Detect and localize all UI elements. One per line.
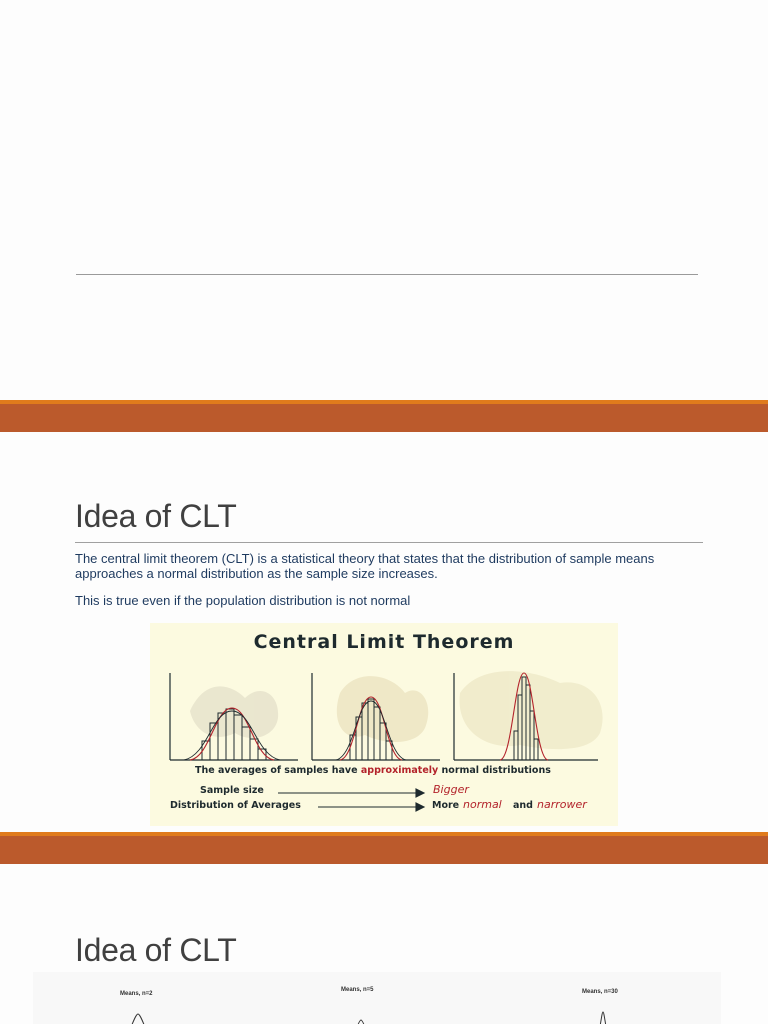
- clt-definition-paragraph: The central limit theorem (CLT) is a statistical theory that states that the distribution of sample means approaches a normal distribution as the sample size increases.: [75, 551, 655, 581]
- divider-line: [76, 274, 698, 275]
- figure-caption-approximately: approximately: [360, 765, 439, 776]
- slide-separator-band: [0, 832, 768, 864]
- clt-illustration: [150, 623, 618, 826]
- figure-caption: [195, 765, 551, 776]
- distribution-more: More: [432, 800, 460, 811]
- distribution-label: Distribution of Averages: [170, 800, 301, 811]
- slide-idea-of-clt-2: [0, 864, 768, 1024]
- clt-note-paragraph: This is true even if the population distribution is not normal: [75, 593, 411, 608]
- distribution-narrower: narrower: [537, 798, 587, 811]
- figure-caption-start: The averages of samples have: [195, 765, 361, 776]
- figure-title: Central Limit Theorem: [253, 631, 515, 653]
- title-underline: [75, 542, 703, 543]
- means-panels: [33, 972, 721, 1024]
- panel-label-n5: Means, n=5: [341, 987, 374, 993]
- panel-label-n30: Means, n=30: [582, 989, 618, 995]
- figure-caption-end: normal distributions: [438, 765, 551, 776]
- distribution-and: and: [513, 800, 533, 811]
- slide-idea-of-clt: [0, 432, 768, 832]
- sample-size-value: Bigger: [433, 783, 469, 796]
- slide-blank: [0, 0, 768, 400]
- panel-label-n2: Means, n=2: [120, 991, 153, 997]
- sample-size-label: Sample size: [200, 785, 264, 796]
- slide-title: Idea of CLT: [75, 498, 237, 534]
- distribution-normal: normal: [463, 798, 502, 811]
- slide-separator-band: [0, 400, 768, 432]
- slide-title: Idea of CLT: [75, 932, 237, 968]
- means-curves: [33, 972, 721, 1024]
